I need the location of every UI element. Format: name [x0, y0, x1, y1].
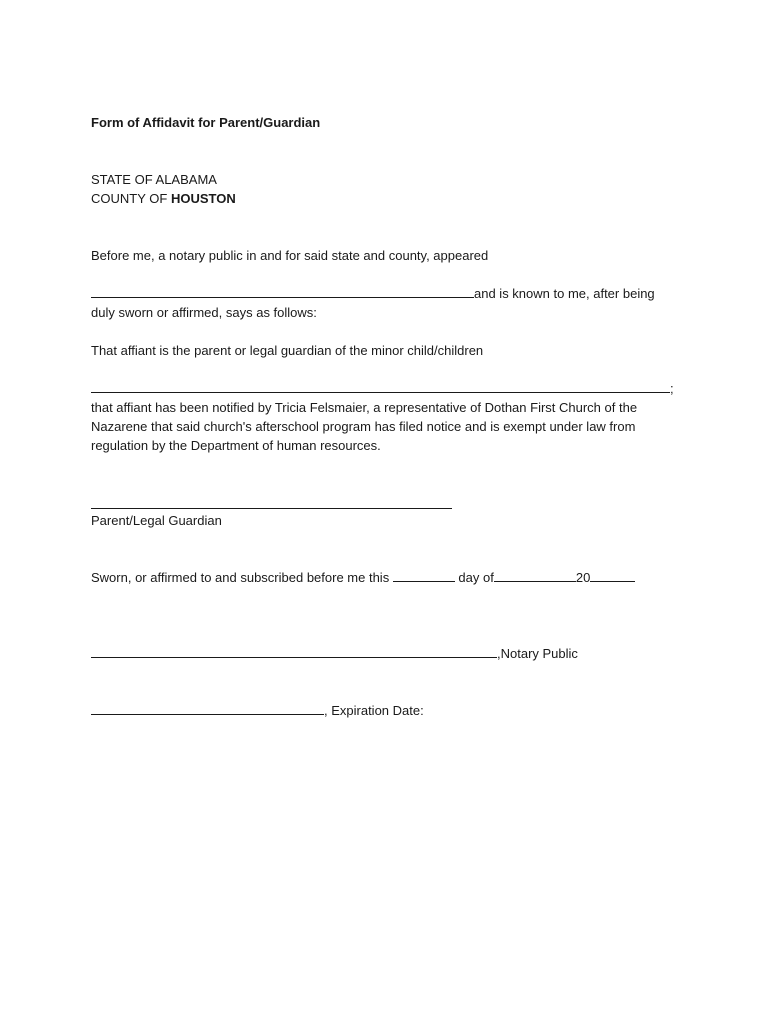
county-prefix: COUNTY OF [91, 191, 171, 206]
expiration-line [91, 701, 424, 720]
expiration-suffix: , Expiration Date: [324, 703, 424, 718]
form-title: Form of Affidavit for Parent/Guardian [91, 115, 321, 130]
appeared-after-blank: and is known to me, after being [474, 286, 655, 301]
sworn-text-b: day of [454, 570, 494, 585]
state-line: STATE OF ALABAMA [91, 172, 217, 187]
sworn-day-blank[interactable] [393, 568, 455, 582]
children-names-blank[interactable] [91, 379, 670, 393]
guardian-signature-line[interactable] [91, 508, 452, 509]
sworn-text-a: Sworn, or affirmed to and subscribed before me this [91, 570, 393, 585]
statement-intro: That affiant is the parent or legal guardian of the minor child/children [91, 343, 484, 358]
statement-body: that affiant has been notified by Tricia Felsmaier, a representative of Dothan First Church of the Nazarene that said church's afterschool program has filed notice and is exempt under law from regulation by the Department of human resources. [91, 400, 638, 453]
children-blank-suffix: ; [670, 381, 674, 396]
sworn-year-blank[interactable] [590, 568, 635, 582]
county-line [91, 189, 236, 208]
notary-line [91, 644, 578, 663]
appeared-name-line [91, 284, 655, 303]
appeared-name-blank[interactable] [91, 284, 474, 298]
affidavit-page [91, 0, 681, 1024]
children-names-line [91, 379, 674, 398]
notary-suffix: ,Notary Public [497, 646, 578, 661]
sworn-month-blank[interactable] [494, 568, 576, 582]
guardian-signature-label: Parent/Legal Guardian [91, 513, 222, 528]
county-name: HOUSTON [170, 191, 236, 206]
sworn-line [91, 568, 635, 587]
expiration-blank[interactable] [91, 701, 324, 715]
appearance-intro: Before me, a notary public in and for said state and county, appeared [91, 248, 489, 263]
appearance-continuation: duly sworn or affirmed, says as follows: [91, 305, 317, 320]
sworn-text-c: 20 [575, 570, 591, 585]
notary-signature-blank[interactable] [91, 644, 497, 658]
